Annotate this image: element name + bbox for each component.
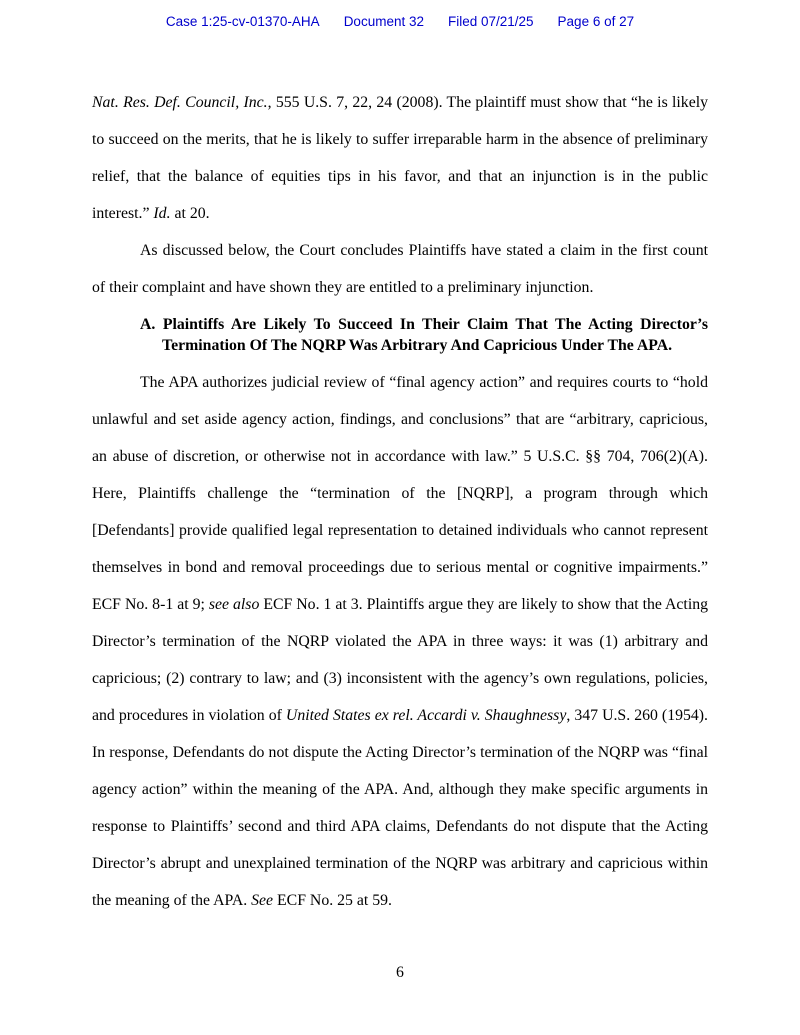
- page-number: 6: [396, 964, 404, 981]
- header-document-number: Document 32: [343, 14, 424, 29]
- body-paragraph-1: Nat. Res. Def. Council, Inc., 555 U.S. 7, 22, 24 (2008). The plaintiff must show that “he is likely to succeed on the merits, that he is likely to suffer irreparable harm in the absence of preliminary relief, that the balance of equities tips in his favor, and that an injunction is in the public interest.” Id. at 20.: [92, 94, 708, 222]
- document-body: [92, 84, 708, 919]
- header-case-number: Case 1:25-cv-01370-AHA: [165, 14, 320, 29]
- section-heading-a: A. Plaintiffs Are Likely To Succeed In Their Claim That The Acting Director’s Termination Of The NQRP Was Arbitrary And Capricious Under The APA.: [140, 316, 708, 354]
- ecf-header-stamp: [0, 14, 800, 29]
- body-paragraph-2: As discussed below, the Court concludes Plaintiffs have stated a claim in the first count of their complaint and have shown they are entitled to a preliminary injunction.: [92, 242, 708, 296]
- header-filed-date: Filed 07/21/25: [447, 14, 534, 29]
- header-page-info: Page 6 of 27: [557, 14, 635, 29]
- body-paragraph-3: The APA authorizes judicial review of “final agency action” and requires courts to “hold unlawful and set aside agency action, findings, and conclusions” that are “arbitrary, capricious, an abuse of discretion, or otherwise not in accordance with law.” 5 U.S.C. §§ 704, 706(2)(A). Here, Plaintiffs challenge the “termination of the [NQRP], a program through which [Defendants] provide qualified legal representation to detained individuals who cannot represent themselves in bond and removal proceedings due to serious mental or cognitive impairments.” ECF No. 8-1 at 9; see also ECF No. 1 at 3. Plaintiffs argue they are likely to show that the Acting Director’s termination of the NQRP violated the APA in three ways: it was (1) arbitrary and capricious; (2) contrary to law; and (3) inconsistent with the agency’s own regulations, policies, and procedures in violation of United States ex rel. Accardi v. Shaughnessy, 347 U.S. 260 (1954). In response, Defendants do not dispute the Acting Director’s termination of the NQRP was “final agency action” within the meaning of the APA. And, although they make specific arguments in response to Plaintiffs’ second and third APA claims, Defendants do not dispute that the Acting Director’s abrupt and unexplained termination of the NQRP was arbitrary and capricious within the meaning of the APA. See ECF No. 25 at 59.: [92, 374, 709, 909]
